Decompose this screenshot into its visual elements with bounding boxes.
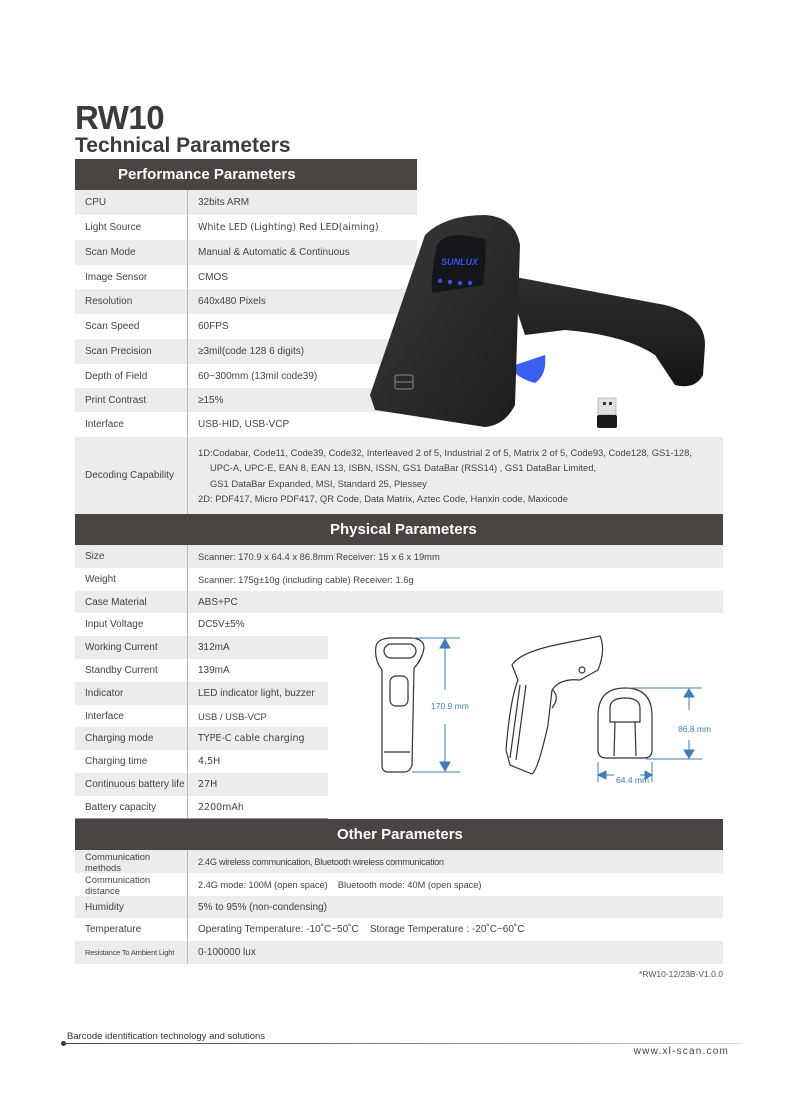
spec-label: Scan Precision xyxy=(75,339,188,364)
physical-section-header xyxy=(75,514,723,545)
spec-label: Working Current xyxy=(75,636,188,659)
spec-value: USB / USB-VCP xyxy=(198,710,267,722)
page-subtitle: Technical Parameters xyxy=(75,134,291,157)
spec-value: ABS+PC xyxy=(198,596,238,608)
spec-value: 27H xyxy=(198,779,218,790)
spec-value: ≥3mil(code 128 6 digits) xyxy=(198,346,305,357)
spec-value: 139mA xyxy=(198,665,230,676)
spec-label: CPU xyxy=(75,190,188,215)
spec-value: 5% to 95% (non-condensing) xyxy=(198,901,327,913)
spec-row xyxy=(75,796,328,819)
spec-value: 4.5H xyxy=(198,756,221,767)
spec-value: 0-100000 lux xyxy=(198,947,256,958)
spec-label: Communication distance xyxy=(75,873,188,896)
spec-label: Image Sensor xyxy=(75,265,188,289)
spec-value: Manual & Automatic & Continuous xyxy=(198,247,350,258)
spec-value: White LED (Lighting) Red LED(aiming) xyxy=(198,222,379,233)
decoding-line: GS1 DataBar Expanded, MSI, Standard 25, Plessey xyxy=(210,477,427,489)
spec-label: Temperature xyxy=(75,918,188,941)
spec-label: Input Voltage xyxy=(75,613,188,636)
footer-tagline: Barcode identification technology and solutions xyxy=(67,1031,266,1042)
document-version: *RW10-12/23B-V1.0.0 xyxy=(639,969,723,979)
spec-label: Charging time xyxy=(75,750,188,773)
footer-website[interactable]: www.xl-scan.com xyxy=(633,1046,729,1057)
spec-label: Communication methods xyxy=(75,850,188,873)
spec-value: 32bits ARM xyxy=(198,197,250,208)
physical-title: Physical Parameters xyxy=(330,521,477,538)
spec-row xyxy=(75,918,723,941)
spec-label: Charging mode xyxy=(75,727,188,750)
spec-label: Weight xyxy=(75,568,188,591)
spec-value: 2.4G mode: 100M (open space) Bluetooth mode: 40M (open space) xyxy=(198,879,482,890)
other-section-header xyxy=(75,819,723,850)
spec-row xyxy=(75,873,723,896)
footer-divider xyxy=(62,1043,742,1044)
spec-value: TYPE-C cable charging xyxy=(198,733,305,744)
spec-row xyxy=(75,636,328,659)
spec-label: Size xyxy=(75,545,188,568)
decoding-line: UPC-A, UPC-E, EAN 8, EAN 13, ISBN, ISSN, GS1 DataBar (RSS14) , GS1 DataBar Limited, xyxy=(210,462,597,473)
spec-label: Interface xyxy=(75,705,188,727)
spec-value: Operating Temperature: -10˚C~50˚C Storage Temperature : -20˚C~60˚C xyxy=(198,924,525,935)
spec-value: ≥15% xyxy=(198,394,224,406)
spec-value: 640x480 Pixels xyxy=(198,296,266,307)
brand-logo: SUNLUX xyxy=(441,257,479,267)
spec-label: Interface xyxy=(75,412,188,437)
spec-value: USB-HID, USB-VCP xyxy=(198,419,290,430)
spec-row xyxy=(75,773,328,796)
decoding-line: 1D:Codabar, Code11, Code39, Code32, Interleaved 2 of 5, Industrial 2 of 5, Matrix 2 of 5, Code93, Code128, GS1-128, xyxy=(198,446,692,458)
spec-label: Decoding Capability xyxy=(75,437,188,514)
spec-label: Depth of Field xyxy=(75,364,188,388)
spec-value: Scanner: 170.9 x 64.4 x 86.8mm Receiver: 15 x 6 x 19mm xyxy=(198,551,440,562)
spec-row xyxy=(75,682,328,705)
spec-value: CMOS xyxy=(198,271,228,283)
spec-row xyxy=(75,659,328,682)
other-title: Other Parameters xyxy=(337,826,463,843)
scanner-product-image xyxy=(365,205,715,440)
dimension-drawing xyxy=(360,630,730,790)
spec-row xyxy=(75,941,723,964)
spec-row xyxy=(75,896,723,918)
model-title: RW10 xyxy=(75,99,165,136)
spec-label: Resolution xyxy=(75,289,188,314)
performance-title: Performance Parameters xyxy=(118,166,296,183)
spec-value: 60~300mm (13mil code39) xyxy=(198,370,318,382)
spec-row xyxy=(75,850,723,873)
height-dimension-label: 170.9 mm xyxy=(431,701,469,711)
spec-label: Indicator xyxy=(75,682,188,705)
spec-label: Scan Mode xyxy=(75,240,188,265)
performance-section-header xyxy=(75,159,417,190)
spec-row xyxy=(75,750,328,773)
spec-row xyxy=(75,545,723,568)
spec-label: Scan Speed xyxy=(75,314,188,339)
depth-dimension-label: 86.8 mm xyxy=(678,724,712,734)
spec-value: LED indicator light, buzzer xyxy=(198,688,315,699)
spec-value: 2.4G wireless communication, Bluetooth wireless communication xyxy=(198,856,444,867)
spec-label: Light Source xyxy=(75,215,188,240)
spec-label: Print Contrast xyxy=(75,388,188,412)
spec-row xyxy=(75,727,328,750)
spec-label: Standby Current xyxy=(75,659,188,682)
spec-label: Case Material xyxy=(75,591,188,613)
decoding-line: 2D: PDF417, Micro PDF417, QR Code, Data Matrix, Aztec Code, Hanxin code, Maxicode xyxy=(198,493,568,504)
spec-label: Humidity xyxy=(75,896,188,918)
spec-label: Resistance To Ambient Light xyxy=(75,941,188,964)
spec-value: Scanner: 175g±10g (including cable) Receiver: 1.6g xyxy=(198,574,414,585)
spec-value: DC5V±5% xyxy=(198,619,245,630)
width-dimension-label: 64.4 mm xyxy=(616,775,650,785)
spec-value: 60FPS xyxy=(198,321,229,332)
spec-row xyxy=(75,568,723,591)
decoding-row xyxy=(75,437,723,514)
spec-label: Battery capacity xyxy=(75,796,188,818)
spec-label: Continuous battery life xyxy=(75,773,188,796)
spec-row xyxy=(75,705,328,727)
spec-row xyxy=(75,613,328,636)
spec-value: 2200mAh xyxy=(198,801,244,813)
decoding-value xyxy=(188,445,692,507)
spec-value: 312mA xyxy=(198,642,230,653)
spec-row xyxy=(75,591,723,613)
